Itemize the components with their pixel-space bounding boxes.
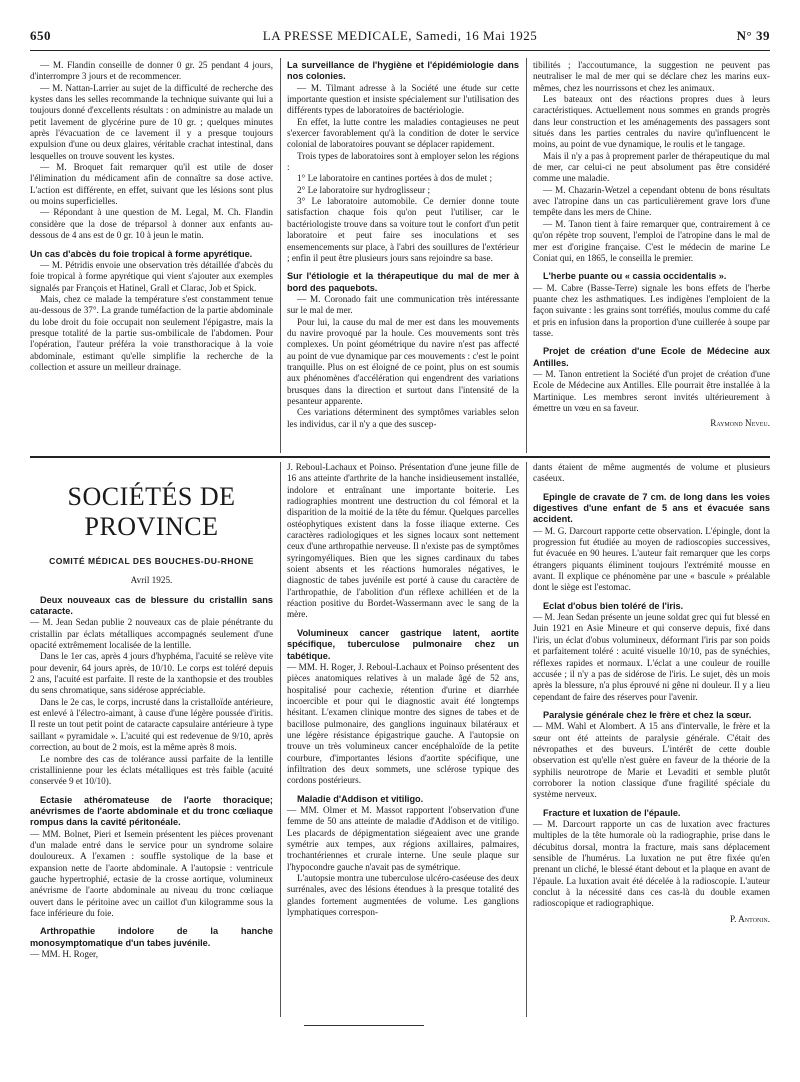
paragraph: — MM. Bolnet, Pieri et Isemein présentent les pièces provenant d'un malade entré dans le service pour un syndrome solaire douloureux. A l'examen : souffle systolique de la base et expansion nette de l'aorte abdominale. A l'autopsie : ventricule gauche hypertrophié, ectasie de la crosse aortique, volumineux anévrisme de l'aorte abdominale au niveau du tronc cœliaque ouvert dans le péritoine avec un caillot d'un kilogramme sous la face inférieure du foie.: [30, 828, 273, 918]
paragraph: 3° Le laboratoire automobile. Ce dernier donne toute satisfaction chaque fois qu'on peut l'utiliser, car le bactériologiste trouve dans sa voiture tout le confort d'un petit laboratoire et peut faire ses inoculations et ses ensemencements sur place, à l'abri des souillures de l'extérieur ; enfin il peut être plusieurs jours sans rejoindre sa base.: [287, 196, 519, 263]
article-title: Eclat d'obus bien toléré de l'iris.: [543, 600, 684, 611]
paragraph: Ces variations déterminent des symptômes variables selon les individus, car il n'y a que des suscep-: [287, 407, 519, 429]
section-title: SOCIÉTÉS DE PROVINCE: [67, 482, 236, 541]
top-column-2: [287, 60, 519, 450]
issue-number: N° 39: [736, 28, 770, 43]
paragraph: — M. Tilmant adresse à la Société une étude sur cette importante question et insiste spécialement sur l'utilisation des différents types de laboratoires de bactériologie.: [287, 82, 519, 116]
article-title: Deux nouveaux cas de blessure du cristallin sans cataracte.: [30, 594, 273, 617]
paragraph: — MM. H. Roger,: [30, 949, 99, 959]
paragraph: — MM. Olmer et M. Massot rapportent l'observation d'une femme de 50 ans atteinte de maladie d'Addison et de vitiligo. Les placards de dépigmentation siégeaient avec une grande symétrie aux tempes, aux régions axillaires, palmaires, trochantériennes et crurale interne. Une seule plaque sur l'hypocondre gauche n'avait pas de symétrique.: [287, 804, 519, 872]
column-divider: [526, 462, 527, 1017]
column-divider: [280, 462, 281, 1017]
article-title: Arthropathie indolore de la hanche monosymptomatique d'un tabes juvénile.: [30, 926, 273, 948]
paragraph: Mais il n'y a pas à proprement parler de thérapeutique du mal de mer, car celui-ci ne peut absolument pas être considéré comme une maladie.: [533, 150, 770, 184]
article-title: Ectasie athéromateuse de l'aorte thoracique; anévrismes de l'aorte abdominale et du tronc cœliaque rompus dans la cavité péritonéale.: [30, 794, 273, 828]
paragraph: — M. Nattan-Larrier au sujet de la difficulté de recherche des kystes dans les selles recommande la technique suivante qui lui a toujours donné d'excellents résultats : on administre au malade un petit lavement de glycérine pure de 10 gr. ; quelques minutes après l'évacuation de ce lavement il y a presque toujours expulsion d'une ou deux glaires, véritable crachat intestinal, dans lesquelles on trouve souvent les kystes.: [30, 82, 273, 161]
section-divider: [30, 456, 770, 458]
paragraph: — M. Coronado fait une communication très intéressante sur le mal de mer.: [287, 293, 519, 316]
paragraph: J. Reboul-Lachaux et Poinso. Présentation d'une jeune fille de 16 ans atteinte d'arthrite de la hanche insidieusement installée, indolore et entraînant une importante boiterie. Les radiographies montrent une destruction du col fémoral et la disparition de la moitié de la tête du fémur. Quelques parcelles ostéophytiques existent dans la fosse iliaque externe. Ces caractères radiologiques et les signes locaux sont nettement ceux d'une arthropathie nerveuse. Il n'existe pas de symptômes syringomyéliques. Bien que les signes cardinaux du tabes soient absents et les réactions humorales négatives, le diagnostic de tabes juvénile est porté à cause du caractère de l'arthropathie, de l'abolition d'un réflexe achilléen et de la réaction positive du Bordet-Wassermann avec le sang de la mère.: [287, 462, 519, 620]
page-header: [30, 28, 770, 48]
paragraph: Le nombre des cas de tolérance aussi parfaite de la lentille cristallinienne pour les éclats métalliques est très faible (acuité conservée 9 et 10/10).: [30, 753, 273, 787]
paragraph: Pour lui, la cause du mal de mer est dans les mouvements du navire provoqué par la houle. Ces mouvements sont très complexes. Un point géométrique du navire n'est pas affecté au point de vue dynamique par ces mouvements : c'est le point tranquille. Plus on est éloigné de ce point, plus on est soumis aux phénomènes d'accélération qui engendrent des variations brusques dans la direction et surtout dans l'intensité de la pesanteur apparente.: [287, 316, 519, 406]
signature: Raymond Neveu.: [710, 418, 770, 429]
paragraph: 2° Le laboratoire sur hydroglisseur ;: [297, 184, 431, 195]
paragraph: — MM. Wahl et Alombert. A 15 ans d'intervalle, le frère et la sœur ont été atteints de paralysie générale. C'était des névropathes et des buveurs. L'intérêt de cette double observation est qu'elle n'est guère en faveur de la théorie de la syphilis neurotrope de Marie et Levaditi et semble plutôt corroborer la notion classique d'une fragilité spéciale du système nerveux.: [533, 721, 770, 800]
paragraph: — M. G. Darcourt rapporte cette observation. L'épingle, dont la progression fut étudiée au moyen de radioscopies successives, fut évacuée en 90 heures. L'auteur fait remarquer que les corps étrangers piquants éliminent toujours l'extrémité mousse en avant. Il explique ce phénomène par une « bascule » préalable dont le siège est l'estomac.: [533, 525, 770, 593]
paragraph: — M. Tanon entretient la Société d'un projet de création d'une Ecole de Médecine aux Antilles. Elle pourrait être installée à la Martinique. Les membres seront invités ultérieurement à émettre un vœu en sa faveur.: [533, 368, 770, 413]
article-title: Volumineux cancer gastrique latent, aortite spécifique, tuberculose pulmonaire chez un tabétique.: [287, 627, 519, 661]
paragraph: Les bateaux ont des réactions propres dues à leurs caractéristiques. Actuellement nous sommes en grands progrès dans leur construction et les aménagements des passagers sont situés dans les parties centrales du navire qu'influencent le moins, au point de vue dynamique, le roulis et le tangage.: [533, 94, 770, 150]
article-title: L'herbe puante ou « cassia occidentalis ».: [543, 271, 727, 282]
paragraph: — M. Tanon tient à faire remarquer que, contrairement à ce qu'on répète trop souvent, l'emploi de l'atropine dans le mal de mer est d'origine française. C'est le médecin de marine Le Coniat qui, en 1865, le conseilla le premier.: [533, 218, 770, 263]
meeting-date: Avril 1925.: [130, 575, 173, 586]
paragraph: Dans le 1er cas, après 4 jours d'hyphéma, l'acuité se relève vite pour devenir, 64 jours après, de 10/10. Le corps est toléré depuis 2 ans, l'acuité est parfaite. Il reste de la xanthopsie et des troubles du sens chromatique, sans sidérose appréciable.: [30, 651, 273, 696]
footer-rule: [304, 1025, 424, 1026]
top-column-3: [533, 60, 770, 450]
paragraph: — M. Darcourt rapporte un cas de luxation avec fractures multiples de la tête humorale où la radiographie, prise dans le décubitus dorsal, montra la fracture, mais sans déplacement sensible de l'humérus. La luxation ne put être fixée qu'en prenant un cliché, le blessé étant debout et la plaque en avant de l'épaule. La luxation avait été décelée à la radioscopie. L'auteur conclut à la nécessité dans ces cas-là du double examen radioscopique et radiographique.: [533, 818, 770, 909]
header-rule: [30, 50, 770, 51]
paragraph: dants étaient de même augmentés de volume et plusieurs caséeux.: [533, 462, 770, 484]
paragraph: — M. Cabre (Basse-Terre) signale les bons effets de l'herbe puante chez les asthmatiques. Les indigènes l'emploient de la façon suivante : les grains sont torréfiés, moulus comme du café et pris en infusion dans la proportion d'une cuillerée à soupe par tasse.: [533, 282, 770, 338]
paragraph: — M. Jean Sedan présente un jeune soldat grec qui fut blessé en Juin 1921 en Asie Mineure et qui conserve depuis, fixé dans l'iris, un éclat d'obus volumineux, déformant l'iris par son poids et parfaitement toléré : acuité visuelle 10/10, pas de synéchies, réflexes rapides et normaux. L'éclat a une couleur de rouille accusée ; il n'y a pas de sidérose de l'iris. Le sujet, dès un mois après la blessure, n'a plus éprouvé ni gêne ni douleur. Il y a lieu cependant de faire des réserves pour l'avenir.: [533, 612, 770, 702]
page-number: 650: [30, 28, 51, 43]
signature: P. Antonin.: [730, 913, 770, 924]
paragraph: tibilités ; l'accoutumance, la suggestion ne peuvent pas neutraliser le mal de mer qui se déclare chez les marins eux-mêmes, chez les nourrissons et chez les animaux.: [533, 60, 770, 93]
paragraph: En effet, la lutte contre les maladies contagieuses ne peut s'exercer favorablement qu'à la condition de doter le service colonial de laboratoires pouvant se déplacer rapidement.: [287, 116, 519, 150]
paragraph: — M. Jean Sedan publie 2 nouveaux cas de plaie pénétrante du cristallin par éclats métalliques accompagnés seulement d'une opacité extrêmement localisée de la lentille.: [30, 617, 273, 651]
bottom-column-1: [30, 462, 273, 1022]
paragraph: Trois types de laboratoires sont à employer selon les régions :: [287, 150, 519, 173]
top-column-1: [30, 60, 273, 450]
article-title: La surveillance de l'hygiène et l'épidémiologie dans nos colonies.: [287, 60, 519, 82]
article-title: Projet de création d'une Ecole de Médecine aux Antilles.: [533, 346, 770, 368]
paragraph: L'autopsie montra une tuberculose ulcéro-caséeuse des deux surrénales, avec des lésions étendues à la presque totalité des glandes fortement augmentées de volume. Les ganglions lymphatiques correspon-: [287, 873, 519, 918]
paragraph: — M. Broquet fait remarquer qu'il est utile de doser l'élimination du médicament afin de connaître sa dose active. L'action est différente, en effet, suivant que les lésions sont plus ou moins superficielles.: [30, 162, 273, 207]
paragraph: — MM. H. Roger, J. Reboul-Lachaux et Poinso présentent des pièces anatomiques relatives à un malade âgé de 52 ans, hospitalisé pour cachexie, rétention d'urine et diarrhée incoercible et pour qui le diagnostic avait été longtemps hésitant. L'examen clinique montre des signes de tabes et de bacillose pulmonaire, des ganglions inguinaux bilatéraux et une légère résistance épigastrique gauche. A l'autopsie on trouve un très volumineux cancer encéphaloïde de la petite courbure, d'importantes lésions d'aortite spécifique, une infiltration des deux sommets, une sclérose typique des cordons postérieurs.: [287, 661, 519, 786]
article-title: Paralysie générale chez le frère et chez la sœur.: [543, 709, 752, 720]
paragraph: — M. Chazarin-Wetzel a cependant obtenu de bons résultats avec l'atropine dans un cas particulièrement grave lors d'une tempête dans les mers de Chine.: [533, 184, 770, 218]
bottom-column-3: [533, 462, 770, 1022]
bottom-column-2: [287, 462, 519, 1022]
paragraph: — M. Flandin conseille de donner 0 gr. 25 pendant 4 jours, d'interrompre 3 jours et de recommencer.: [30, 60, 273, 82]
column-divider: [280, 58, 281, 453]
committee-title: COMITÉ MÉDICAL DES BOUCHES-DU-RHONE: [49, 556, 254, 566]
article-title: Sur l'étiologie et la thérapeutique du mal de mer à bord des paquebots.: [287, 271, 519, 293]
publication-title: LA PRESSE MEDICALE, Samedi, 16 Mai 1925: [262, 28, 538, 43]
paragraph: — Répondant à une question de M. Legal, M. Ch. Flandin considère que la dose de tréparsol à donner aux enfants au-dessous de 4 ans est de 0 gr. 10 à jeun le matin.: [30, 207, 273, 241]
paragraph: Dans le 2e cas, le corps, incrusté dans la cristalloïde antérieure, est enlevé à l'électro-aimant, à cause d'une légère poussée d'iritis. Il reste un tout petit point de cataracte capsulaire antérieure à type saillant « pyramidale ». L'acuité qui est redevenue de 9/10, après correction, au bout de 2 mois, est la même après 8 mois.: [30, 696, 273, 753]
paragraph: Mais, chez ce malade la température s'est constamment tenue au-dessous de 37°. La grande tuméfaction de la partie abdominale du lobe droit du foie occupait non seulement l'épigastre, mais la presque totalité de la partie sus-ombilicale de l'abdomen. Pour l'opération, l'auteur préféra la voie transthoracique à la voie abdominale, estimant qu'elle simplifie la recherche de la collection et assure un meilleur drainage.: [30, 293, 273, 372]
paragraph: — M. Pétridis envoie une observation très détaillée d'abcès du foie tropical à forme apyrétique qui vient s'ajouter aux exemples signalés par François et Hatinel, Grall et Clarac, Job et Spick.: [30, 259, 273, 293]
article-title: Fracture et luxation de l'épaule.: [543, 807, 681, 818]
article-title: Un cas d'abcès du foie tropical à forme apyrétique.: [30, 248, 253, 259]
paragraph: 1° Le laboratoire en cantines portées à dos de mulet ;: [297, 173, 493, 184]
column-divider: [526, 58, 527, 453]
article-title: Maladie d'Addison et vitiligo.: [297, 793, 424, 804]
article-title: Epingle de cravate de 7 cm. de long dans les voies digestives d'une enfant de 5 ans et évacuée sans accident.: [533, 491, 770, 525]
